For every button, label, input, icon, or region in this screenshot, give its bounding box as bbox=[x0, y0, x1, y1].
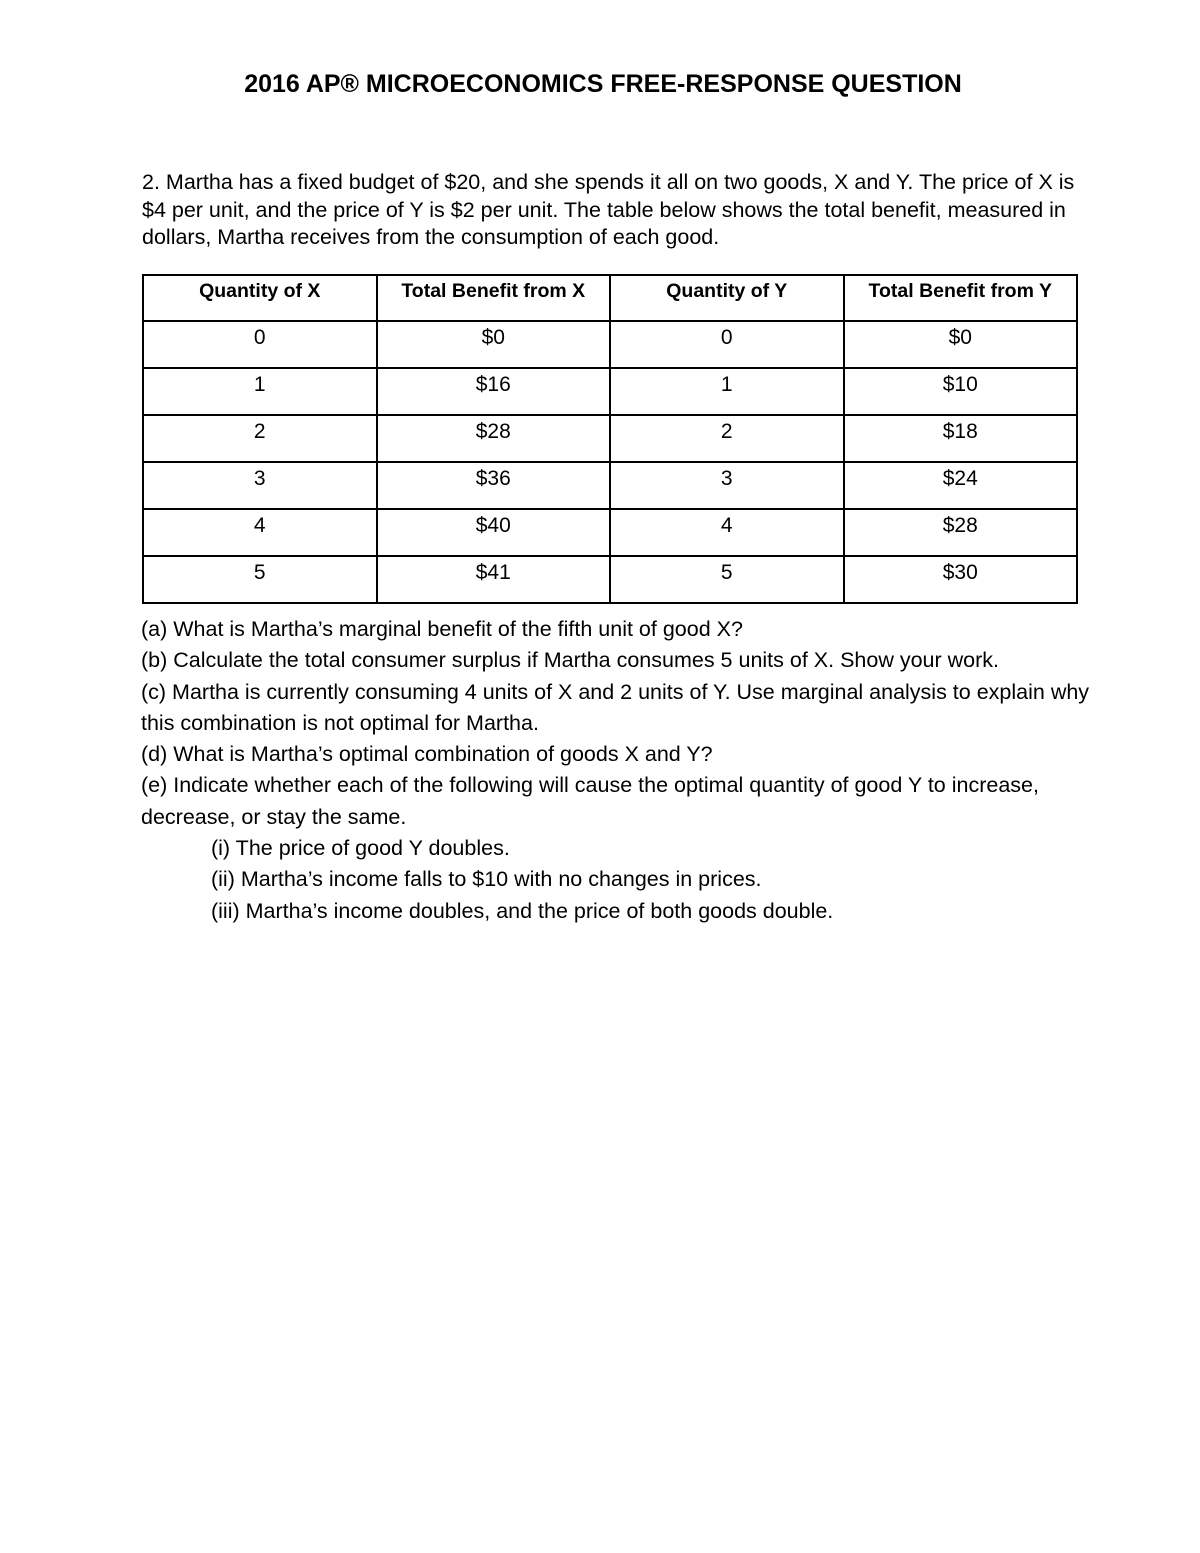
header-quantity-y: Quantity of Y bbox=[610, 275, 844, 321]
table-cell: $16 bbox=[377, 368, 611, 415]
header-quantity-x: Quantity of X bbox=[143, 275, 377, 321]
question-a: (a) What is Martha’s marginal benefit of the fifth unit of good X? bbox=[141, 617, 743, 641]
question-b: (b) Calculate the total consumer surplus if Martha consumes 5 units of X. Show your work. bbox=[141, 648, 999, 673]
benefit-table bbox=[142, 274, 1078, 604]
table-cell: $28 bbox=[844, 509, 1078, 556]
table-cell: 2 bbox=[610, 415, 844, 462]
question-e: (e) Indicate whether each of the following will cause the optimal quantity of good Y to increase, decrease, or stay the same. bbox=[141, 773, 1039, 829]
table-cell: $36 bbox=[377, 462, 611, 509]
table-cell: $28 bbox=[377, 415, 611, 462]
table-cell: 4 bbox=[610, 509, 844, 556]
table-cell: 3 bbox=[610, 462, 844, 509]
question-d: (d) What is Martha’s optimal combination of goods X and Y? bbox=[141, 742, 713, 767]
table-row bbox=[143, 509, 1077, 556]
table-cell: 2 bbox=[143, 415, 377, 462]
header-benefit-x: Total Benefit from X bbox=[377, 275, 611, 321]
table-header-row bbox=[143, 275, 1077, 321]
table-cell: 0 bbox=[143, 321, 377, 368]
table-cell: $10 bbox=[844, 368, 1078, 415]
table-cell: $41 bbox=[377, 556, 611, 603]
page-title: 2016 AP® MICROECONOMICS FREE-RESPONSE QUESTION bbox=[244, 70, 962, 98]
table-row bbox=[143, 368, 1077, 415]
table-cell: $30 bbox=[844, 556, 1078, 603]
table-cell: $40 bbox=[377, 509, 611, 556]
table-row bbox=[143, 321, 1077, 368]
table-cell: 4 bbox=[143, 509, 377, 556]
question-e-iii: (iii) Martha’s income doubles, and the price of both goods double. bbox=[211, 898, 834, 923]
table-cell: 3 bbox=[143, 462, 377, 509]
question-e-i: (i) The price of good Y doubles. bbox=[211, 836, 510, 861]
table-cell: $24 bbox=[844, 462, 1078, 509]
table-row bbox=[143, 462, 1077, 509]
question-list bbox=[141, 614, 1091, 927]
question-e-ii: (ii) Martha’s income falls to $10 with no changes in prices. bbox=[211, 867, 762, 892]
table-cell: 1 bbox=[143, 368, 377, 415]
header-benefit-y: Total Benefit from Y bbox=[844, 275, 1078, 321]
question-intro: 2. Martha has a fixed budget of $20, and she spends it all on two goods, X and Y. The price of X is $4 per unit, and the price of Y is $2 per unit. The table below shows the total benefit, measured in dollars, Martha receives from the consumption of each good. bbox=[142, 170, 1075, 249]
table-cell: $0 bbox=[377, 321, 611, 368]
table-cell: 0 bbox=[610, 321, 844, 368]
table-row bbox=[143, 415, 1077, 462]
table-cell: $0 bbox=[844, 321, 1078, 368]
table-cell: 5 bbox=[610, 556, 844, 603]
question-c: (c) Martha is currently consuming 4 units of X and 2 units of Y. Use marginal analysis to explain why this combination is not optimal for Martha. bbox=[141, 679, 1090, 735]
table-cell: 1 bbox=[610, 368, 844, 415]
table-cell: $18 bbox=[844, 415, 1078, 462]
table-cell: 5 bbox=[143, 556, 377, 603]
table-row bbox=[143, 556, 1077, 603]
